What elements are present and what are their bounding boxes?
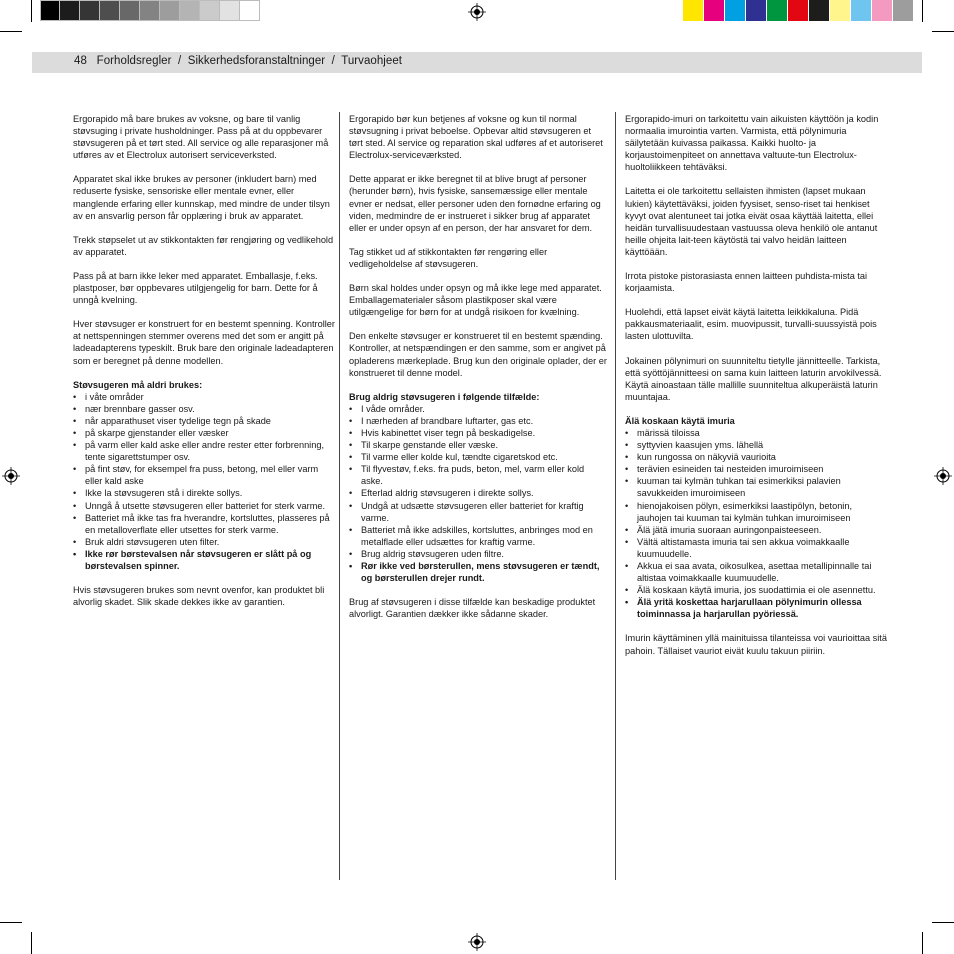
paragraph: Dette apparat er ikke beregnet til at blive brugt af personer (herunder børn), hvis fysiske, sansemæssige eller mentale evner er nedsat, eller personer uden den fornødne erfaring og viden, medmindre de er instrueret i sikker brug af apparatet eller er under opsyn af en person, der har ansvaret for dem. bbox=[349, 174, 601, 233]
list-item: • på varm eller kald aske eller andre rester etter forbrenning, tente sigarettstumper osv. bbox=[73, 439, 335, 463]
registration-mark-icon bbox=[468, 3, 486, 21]
gray-swatch bbox=[180, 0, 200, 21]
column-danish bbox=[349, 113, 607, 632]
gray-swatch bbox=[220, 0, 240, 21]
paragraph: Den enkelte støvsuger er konstrueret til en bestemt spænding. Kontroller, at netspændingen er den samme, som er angivet på opladerens mærkeplade. Brug kun den originale oplader, der er konstrueret til denne model. bbox=[349, 331, 607, 378]
header-text bbox=[74, 55, 402, 67]
list-item: • Akkua ei saa avata, oikosulkea, asettaa metallipinnalle tai altistaa voimakkaalle kuumuudelle. bbox=[625, 560, 887, 584]
gray-swatch bbox=[80, 0, 100, 21]
paragraph: Ergorapido-imuri on tarkoitettu vain aikuisten käyttöön ja kodin normaalia imurointia varten. Varmista, että pölynimuria säilytetään kuivassa paikassa. Kaikki huolto- ja korjaustoimenpiteet on annettava valtuute-tun Electrolux-huoltoliikkeen tehtäväksi. bbox=[625, 114, 879, 173]
gray-swatch bbox=[100, 0, 120, 21]
color-swatch bbox=[725, 0, 746, 21]
paragraph: Laitetta ei ole tarkoitettu sellaisten ihmisten (lapset mukaan lukien) käytettäväksi, joiden fyysiset, senso-riset tai henkiset kyvyt ovat alentuneet tai jotka eivät osaa käyttää laitetta, ellei heidän turvallisuudestaan vastuussa oleva henkilö ole antanut heille ohjeita lait-teen käytöstä tai valvo heidän laitteen käyttöään. bbox=[625, 186, 878, 257]
list-item: • Batteriet må ikke tas fra hverandre, kortsluttes, plasseres på en metalloverflate eller utsettes for sterk varme. bbox=[73, 512, 335, 536]
list-item: • på skarpe gjenstander eller væsker bbox=[73, 427, 335, 439]
crop-mark bbox=[31, 932, 32, 954]
list-item: • på fint støv, for eksempel fra puss, betong, mel eller varm eller kald aske bbox=[73, 463, 335, 487]
color-swatch bbox=[767, 0, 788, 21]
paragraph: Huolehdi, että lapset eivät käytä laitetta leikkikaluna. Pidä pakkausmateriaalit, esim. muovipussit, turvalli-suussyistä pois lasten ulottuvilta. bbox=[625, 307, 877, 342]
list-item: • Unngå å utsette støvsugeren eller batteriet for sterk varme. bbox=[73, 500, 335, 512]
list-item: • Undgå at udsætte støvsugeren eller batteriet for kraftig varme. bbox=[349, 500, 607, 524]
section-heading: Støvsugeren må aldri brukes: bbox=[73, 379, 203, 390]
list-item: • når apparathuset viser tydelige tegn på skade bbox=[73, 415, 335, 427]
list-item: • märissä tiloissa bbox=[625, 427, 887, 439]
paragraph: Ergorapido bør kun betjenes af voksne og kun til normal støvsugning i privat beboelse. Opbevar altid støvsugeren et tørt sted. Al service og reparation skal udføres af et autoriseret Electrolux-serviceværksted. bbox=[349, 114, 603, 161]
gray-swatch bbox=[160, 0, 180, 21]
color-swatch bbox=[746, 0, 767, 21]
paragraph: Trekk støpselet ut av stikkontakten før rengjøring og vedlikehold av apparatet. bbox=[73, 234, 334, 257]
paragraph: Brug af støvsugeren i disse tilfælde kan beskadige produktet alvorligt. Garantien dækker ikke sådanne skader. bbox=[349, 597, 596, 620]
paragraph: Ergorapido må bare brukes av voksne, og bare til vanlig støvsuging i private husholdninger. Pass på at du oppbevarer støvsugeren på et tørt sted. All service og alle reparasjoner må utføres av et Electrolux autorisert serviceverksted. bbox=[73, 114, 329, 161]
list-item: • Brug aldrig støvsugeren uden filtre. bbox=[349, 548, 607, 560]
list-item: • Hvis kabinettet viser tegn på beskadigelse. bbox=[349, 427, 607, 439]
crop-mark bbox=[0, 922, 22, 923]
list-item: • Batteriet må ikke adskilles, kortsluttes, anbringes mod en metalflade eller udsættes for kraftig varme. bbox=[349, 524, 607, 548]
paragraph: Hvis støvsugeren brukes som nevnt ovenfor, kan produktet bli alvorlig skadet. Slik skade dekkes ikke av garantien. bbox=[73, 585, 325, 608]
bullet-list bbox=[349, 403, 607, 584]
registration-mark-icon bbox=[468, 933, 486, 951]
color-swatch bbox=[704, 0, 725, 21]
color-swatch bbox=[872, 0, 893, 21]
list-item: • nær brennbare gasser osv. bbox=[73, 403, 335, 415]
list-item: • Til flyvestøv, f.eks. fra puds, beton, mel, varm eller kold aske. bbox=[349, 463, 607, 487]
list-item: • Rør ikke ved børsterullen, mens støvsugeren er tændt, og børsterullen drejer rundt. bbox=[349, 560, 607, 584]
column-finnish bbox=[625, 113, 887, 669]
list-item: • Ikke rør børstevalsen når støvsugeren er slått på og børstevalsen spinner. bbox=[73, 548, 335, 572]
process-color-bar bbox=[683, 0, 914, 22]
crop-mark bbox=[31, 0, 32, 22]
crop-mark bbox=[932, 31, 954, 32]
gray-swatch bbox=[120, 0, 140, 21]
gray-swatch bbox=[40, 0, 60, 21]
color-swatch bbox=[788, 0, 809, 21]
column-divider bbox=[339, 112, 340, 880]
paragraph: Hver støvsuger er konstruert for en bestemt spenning. Kontroller at nettspenningen stemmer overens med det som er angitt på ladeadapterens typeskilt. Bruk bare den originale ladeadapteren som er beregnet på denne modellen. bbox=[73, 319, 335, 366]
crop-mark bbox=[0, 31, 22, 32]
color-swatch bbox=[893, 0, 914, 21]
paragraph: Pass på at barn ikke leker med apparatet. Emballasje, f.eks. plastposer, bør oppbevares utilgjengelig for barn. Dette for å unngå kvelning. bbox=[73, 270, 318, 306]
grayscale-color-bar bbox=[40, 0, 260, 22]
column-norwegian bbox=[73, 113, 335, 620]
crop-mark bbox=[932, 922, 954, 923]
gray-swatch bbox=[60, 0, 80, 21]
gray-swatch bbox=[240, 0, 260, 21]
paragraph: Imurin käyttäminen yllä mainituissa tilanteissa voi vaurioittaa sitä pahoin. Tällaiset vauriot eivät kuulu takuun piiriin. bbox=[625, 633, 887, 656]
paragraph: Tag stikket ud af stikkontakten før rengøring eller vedligeholdelse af støvsugeren. bbox=[349, 246, 548, 269]
list-item: • Efterlad aldrig støvsugeren i direkte sollys. bbox=[349, 487, 607, 499]
paragraph: Børn skal holdes under opsyn og må ikke lege med apparatet. Emballagematerialer såsom plastikposer skal være utilgængelige for børn for at undgå risikoen for kvælning. bbox=[349, 283, 602, 318]
list-item: • kun rungossa on näkyviä vaurioita bbox=[625, 451, 887, 463]
list-item: • i våte områder bbox=[73, 391, 335, 403]
color-swatch bbox=[851, 0, 872, 21]
crop-mark bbox=[922, 0, 923, 22]
bullet-list bbox=[73, 391, 335, 572]
list-item: • I våde områder. bbox=[349, 403, 607, 415]
section-heading: Älä koskaan käytä imuria bbox=[625, 415, 735, 426]
color-swatch bbox=[809, 0, 830, 21]
paragraph: Apparatet skal ikke brukes av personer (inkludert barn) med reduserte fysiske, sensoriske eller mentale evner, eller manglende erfaring eller kunnskap, med mindre de under tilsyn av en ansvarlig person får opplæring i bruk av apparatet. bbox=[73, 174, 330, 221]
registration-mark-icon bbox=[2, 467, 20, 485]
page-header bbox=[32, 52, 922, 73]
list-item: • Til varme eller kolde kul, tændte cigaretskod etc. bbox=[349, 451, 607, 463]
paragraph: Jokainen pölynimuri on suunniteltu tietylle jännitteelle. Tarkista, että syöttöjännitteesi on sama kuin laitteen laturin arvokilvessä. Käytä ainoastaan tälle mallille suunniteltua alkuperäistä laturin muuntajaa. bbox=[625, 355, 882, 402]
crop-mark bbox=[922, 932, 923, 954]
color-swatch bbox=[683, 0, 704, 21]
gray-swatch bbox=[200, 0, 220, 21]
bullet-list bbox=[625, 427, 887, 621]
list-item: • Älä jätä imuria suoraan auringonpaisteeseen. bbox=[625, 524, 887, 536]
list-item: • syttyvien kaasujen yms. lähellä bbox=[625, 439, 887, 451]
color-swatch bbox=[830, 0, 851, 21]
paragraph: Irrota pistoke pistorasiasta ennen laitteen puhdista-mista tai korjaamista. bbox=[625, 271, 868, 294]
list-item: • terävien esineiden tai nesteiden imuroimiseen bbox=[625, 463, 887, 475]
list-item: • Älä koskaan käytä imuria, jos suodattimia ei ole asennettu. bbox=[625, 584, 887, 596]
list-item: • I nærheden af brandbare luftarter, gas etc. bbox=[349, 415, 607, 427]
column-divider bbox=[615, 112, 616, 880]
list-item: • kuuman tai kylmän tuhkan tai esimerkiksi palavien savukkeiden imuroimiseen bbox=[625, 475, 887, 499]
gray-swatch bbox=[140, 0, 160, 21]
list-item: • Bruk aldri støvsugeren uten filter. bbox=[73, 536, 335, 548]
page-number: 48 bbox=[74, 55, 87, 67]
list-item: • Älä yritä koskettaa harjarullaan pölynimurin ollessa toiminnassa ja harjarullan pyöriessä. bbox=[625, 596, 887, 620]
page-title: Forholdsregler / Sikkerhedsforanstaltninger / Turvaohjeet bbox=[96, 55, 403, 67]
registration-mark-icon bbox=[934, 467, 952, 485]
section-heading: Brug aldrig støvsugeren i følgende tilfælde: bbox=[349, 391, 540, 402]
list-item: • hienojakoisen pölyn, esimerkiksi laastipölyn, betonin, jauhojen tai kuuman tai kylmän tuhkan imuroimiseen bbox=[625, 500, 887, 524]
list-item: • Vältä altistamasta imuria tai sen akkua voimakkaalle kuumuudelle. bbox=[625, 536, 887, 560]
list-item: • Ikke la støvsugeren stå i direkte sollys. bbox=[73, 487, 335, 499]
list-item: • Til skarpe genstande eller væske. bbox=[349, 439, 607, 451]
